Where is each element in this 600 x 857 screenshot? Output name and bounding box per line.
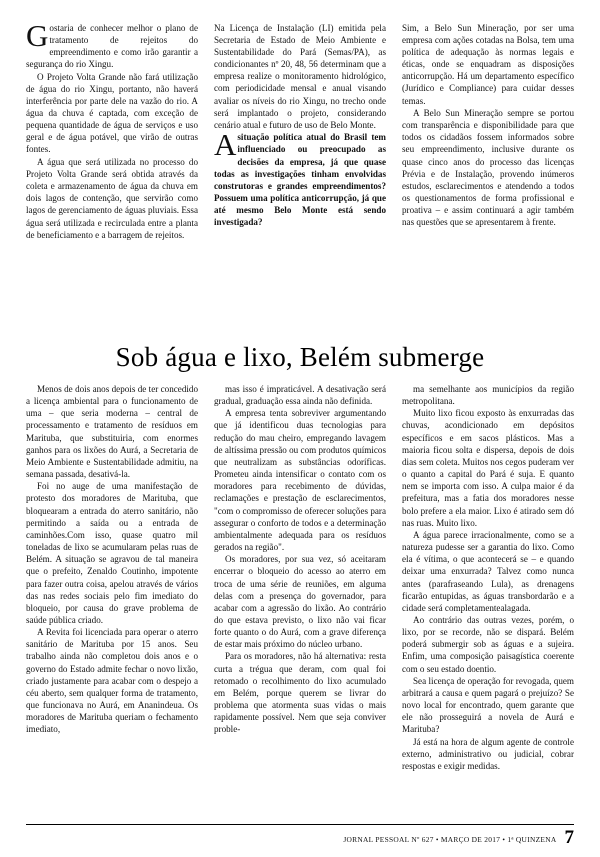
paragraph-text: situação política atual do Brasil tem influenciado ou preocupado as decisões da empresa, já que quase todas as investigações tinham envolvidas construtoras e grandes empreendimentos? Possuem uma política anticorrupção, já que até mesmo Belo Monte está sendo investigada? (214, 132, 386, 227)
paragraph: mas isso é impraticável. A desativação será gradual, graduação essa ainda não definida. (214, 384, 386, 407)
paragraph: A Revita foi licenciada para operar o aterro sanitário de Marituba por 15 anos. Seu trabalho ainda não completou dois anos e o governo do Estado admite fechar o novo lixão, criado justamente para acabar com o despejo a céu aberto, sem qualquer forma de tratamento, que funcionava no Aurá, em Ananindeua. Os moradores de Marituba queriam o fechamento imediato, (26, 627, 198, 735)
paragraph: A água parece irracionalmente, como se a natureza pudesse ser a garantia do lixo. Como ela é vítima, o que acontecerá se – e quando deixar uma enxurrada? Talvez como nunca antes (parafraseando Lula), as drenagens ficarão entupidas, as águas transbordarão e a cidade será completamentealagada. (402, 529, 574, 613)
paragraph: O Projeto Volta Grande não fará utilização de água do rio Xingu, portanto, não haverá interferência por parte dele na vazão do rio. A água da chuva é captada, com exceção de pequena quantidade de água de serviços e uso geral e de água potável, que virão de outras fontes. (26, 71, 198, 155)
article-headline: Sob água e lixo, Belém submerge (115, 342, 485, 372)
paragraph: Foi no auge de uma manifestação de protesto dos moradores de Marituba, que bloquearam a entrada do aterro sanitário, não permitindo a saída ou a entrada de caminhões.Com isso, quase quatro mil toneladas de lixo se acumularam pelas ruas de Belém. A situação se agravou de tal maneira que o prefeito, Zenaldo Coutinho, impotente para fazer outra coisa, apelou através de vários das nas redes sociais pelo fim imediato do bloqueio, por causa do grave problema de saúde pública criado. (26, 481, 198, 625)
paragraph: Na Licença de Instalação (LI) emitida pela Secretaria de Estado de Meio Ambiente e Sustentabilidade do Pará (Semas/PA), as condicionantes nº 20, 48, 56 determinam que a empresa realize o monitoramento hidrológico, com periodicidade mensal e anual visando avaliar os níveis do rio Xingu, no trecho onde será implantado o projeto, considerando cenário atual e futuro de uso de Belo Monte. (214, 23, 386, 130)
paragraph: Já está na hora de algum agente de controle externo, administrativo ou judicial, cobrar respostas e exigir medidas. (402, 736, 574, 771)
paragraph: A água que será utilizada no processo do Projeto Volta Grande será obtida através da coleta e armazenamento de água da chuva em dois lagos de contenção, que servirão como lagos de gerenciamento de águas pluviais. Essa água será utilizada e recirculada entre a planta de beneficiamento e a barragem de rejeitos. (26, 157, 198, 240)
bottom-article-column-2 (214, 383, 386, 838)
top-article-column-1 (26, 18, 198, 334)
paragraph: Sea licença de operação for revogada, quem arbitrará a causa e quem pagará o prejuízo? Se novo local for encontrado, quem garante que ele não prosseguirá a novela de Aurá e Marituba? (402, 675, 574, 735)
paragraph-text: ostaria de conhecer melhor o plano de tratamento de rejeitos do empreendimento e como irão garantir a segurança do rio Xingu. (26, 23, 198, 70)
paragraph: A empresa tenta sobreviver argumentando que já identificou duas tecnologias para redução do mau cheiro, empregando lavagem de altíssima pressão ou com produtos químicos que neutralizam as substâncias odoríficas. Prometeu ainda intensificar o contato com os moradores para recebimento de dúvidas, reclamações e prestação de esclarecimentos, "com o compromisso de oferecer soluções para assegurar o conforto de todos e a determinação ambientalmente adequada para os resíduos gerados na região". (214, 408, 386, 553)
top-article (26, 18, 574, 334)
bottom-article-column-1 (26, 383, 198, 838)
paragraph: Sim, a Belo Sun Mineração, por ser uma empresa com ações cotadas na Bolsa, tem uma política de adequação às normas legais e éticas, onde se enquadram as disposições anticorrupção. Há um departamento específico (Jurídico e Compliance) para cuidar desses temas. (402, 23, 574, 106)
paragraph-with-dropcap (214, 127, 386, 228)
bottom-article-column-3 (402, 383, 574, 838)
page-number: 7 (564, 827, 574, 848)
paragraph: Para os moradores, não há alternativa: resta curta a trégua que deram, com qual foi retomado o recolhimento do lixo acumulado em Belém, porque querem se livrar do problema que atormenta suas vidas o mais rapidamente possível. Nem que seja conviver proble- (214, 651, 386, 735)
paragraph: A Belo Sun Mineração sempre se portou com transparência e disponibilidade para que todos os cidadãos fossem informados sobre seu empreendimento, inclusive durante os quase cinco anos do processo das licenças Prévia e de Instalação, provendo inúmeros estudos, esclarecimentos e atendendo a todos os questionamentos de forma profissional e proativa – e assim continuará a agir também nas questões que se apresentarem à frente. (402, 108, 574, 227)
dropcap-letter: G (26, 18, 49, 53)
top-article-column-3 (402, 22, 574, 334)
paragraph: Ao contrário das outras vezes, porém, o lixo, por se recorde, não se dispará. Belém poderá submergir sob as águas e a sujeira. Enfim, uma composição paisagística coerente com o seu estado doentio. (402, 614, 574, 674)
page-footer (26, 828, 574, 847)
top-article-column-2 (214, 22, 386, 334)
bottom-article (26, 383, 574, 838)
dropcap-letter: A (214, 127, 237, 163)
paragraph: Muito lixo ficou exposto às enxurradas das chuvas, acondicionado em depósitos específicos e em sacos plásticos. Mas a maioria ficou solta e dispersa, depois de dois dias sem coleta. Muitos nos cegos puderam ver o quanto a capital do Pará é suja. E quanto nem se importa com isso. A culpa maior é da prefeitura, mas a fatia dos moradores nesse bolo prefere a ela maior. Lixo é atirado sem dó nas ruas. Muito lixo. (402, 408, 574, 528)
paragraph: Menos de dois anos depois de ter concedido a licença ambiental para o funcionamento de uma – que seria moderna – central de processamento e tratamento de resíduos em Marituba, que substituiria, com enormes ganhos para os lixões do Aurá, a Secretaria de Meio Ambiente e Sustentabilidade admitiu, na semana passada, desativá-la. (26, 384, 198, 480)
paragraph: ma semelhante aos municípios da região metropolitana. (402, 384, 574, 407)
footer-imprint: JORNAL PESSOAL Nº 627 • MARÇO DE 2017 • 1ª QUINZENA (343, 835, 557, 844)
footer-divider (26, 824, 574, 825)
paragraph: Os moradores, por sua vez, só aceitaram encerrar o bloqueio do acesso ao aterro em troca de uma série de reuniões, em alguma delas com a presença do governador, para acabar com a agressão do lixão. Ao contrário do que estava previsto, o lixo não vai ficar forte quanto o do Aurá, com a grave diferença de estar mais próximo do núcleo urbano. (214, 554, 386, 650)
paragraph-with-dropcap (26, 18, 198, 70)
